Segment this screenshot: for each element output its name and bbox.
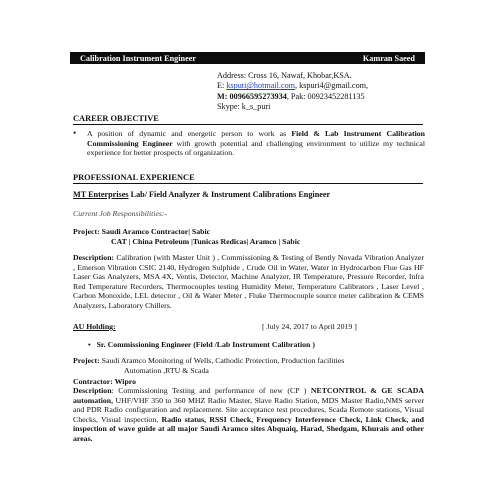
- mobile-prefix: M:: [217, 91, 230, 101]
- description2: [73, 386, 424, 443]
- au-holding: AU Holding:: [73, 322, 116, 331]
- mobile-pak: , Pak: 00923452281135: [286, 91, 365, 101]
- email-prefix: E:: [217, 81, 227, 91]
- career-objective-heading: CAREER OBJECTIVE: [73, 114, 159, 123]
- mobile-line: [217, 92, 368, 102]
- career-objective-text: [87, 129, 425, 158]
- description2-a: : Commissioning Testing and performance of new (CP ): [111, 386, 311, 395]
- mobile-ksa: 00966595273934: [229, 91, 287, 101]
- description2-c: UHF/VHF 350 to 360 MHZ Radio Master, Slave Radio Station, MDS Master Radio,NMS server and PDR Radio configuration and replacement. Site acceptance test procedures, Scada Remote stations, Visual Checks, Visual inspection,: [73, 395, 424, 424]
- project2-text: Saudi Aramco Monitoring of Wells, Cathodic Protection, Production facilities: [99, 356, 345, 365]
- candidate-name: Kamran Saeed: [362, 53, 415, 63]
- objective-text-start: A position of dynamic and energetic person to work as: [87, 129, 292, 138]
- career-objective-item: [73, 129, 425, 158]
- bullet-icon: •: [88, 340, 91, 349]
- description2-b: NETCONTROL & GE SCADA automation,: [73, 386, 424, 405]
- responsibilities-label: Current Job Responsibilities:-: [73, 209, 168, 218]
- email-line: [217, 81, 368, 91]
- experience-rule: [73, 183, 423, 184]
- project1-line2: CAT | China Petroleum |Tunicas Redicas| Aramco | Sabic: [111, 237, 301, 246]
- email-link[interactable]: ksputi@hotmail.com: [226, 81, 296, 91]
- role2-title: Sr. Commissioning Engineer (Field /Lab Instrument Calibration ): [96, 340, 315, 349]
- job-title: Calibration Instrument Engineer: [80, 53, 196, 63]
- role-title: Lab/ Field Analyzer & Instrument Calibrations Engineer: [128, 190, 331, 199]
- description2-label: Description: [73, 386, 112, 395]
- objective-text-bold: Field & Lab Instrument Calibration Commissioning Engineer: [87, 129, 426, 148]
- description2-d: Radio status, RSSI Check, Frequency Interference Check, Link Check, and inspection of wave guide at all major Saudi Aramco sites Abquaiq, Harad, Shedgam, Khurais and other areas.: [73, 414, 424, 443]
- project2-label: Project:: [73, 356, 100, 365]
- date-range: [ July 24, 2017 to April 2019 ]: [262, 322, 357, 331]
- email-secondary: , kspuri4@gmail.com,: [295, 81, 369, 91]
- address-line: Address: Cross 16, Nawaf, Khobar,KSA.: [217, 71, 352, 80]
- project2-line2: Automation ,RTU & Scada: [124, 366, 209, 375]
- bullet-icon: •: [73, 128, 77, 138]
- contact-block: [217, 71, 368, 112]
- description1-label: Description:: [73, 253, 115, 262]
- role2-line: [88, 340, 315, 349]
- skype-line: Skype: k_s_puri: [217, 101, 271, 111]
- description1: [73, 253, 424, 310]
- company-line: [73, 190, 330, 199]
- description1-text: Calibration (with Master Unit ) , Commissioning & Testing of Bently Novada Vibration Analyzer , Emerson Vibration CSIC 2140, Hydrogen Sulphide , Crude Oil in Water, Water in Hydrocarbon Flue Gas HF Laser Gas Analyzers, MSA 4X, Ventis, Detector, Machine Analyzer, IR Temperature, Pressure Recorder, Infra Red Temperature Recorders, Thermocouples testing Humidity Meter, Temperature Calibrators , Laser Level , Carbon Monoxide, LEL detector , Oil & Water Meter , Fluke Thermocouple source meter calibration & CEMS Analyzers, Laboratory Chillers.: [73, 253, 424, 310]
- project2-line1: [73, 356, 344, 365]
- project1-line1: Project: Saudi Aramco Contractor| Sabic: [73, 227, 211, 236]
- experience-heading: PROFESSIONAL EXPERIENCE: [73, 173, 195, 182]
- header-bar: [70, 52, 425, 64]
- career-objective-rule: [73, 124, 423, 125]
- company-name: MT Enterprises: [73, 190, 129, 199]
- objective-text-end: with growth potential and challenging environment to utilize my technical experience for better prospects of organization.: [87, 138, 425, 158]
- contractor-line: Contractor: Wipro: [73, 377, 137, 386]
